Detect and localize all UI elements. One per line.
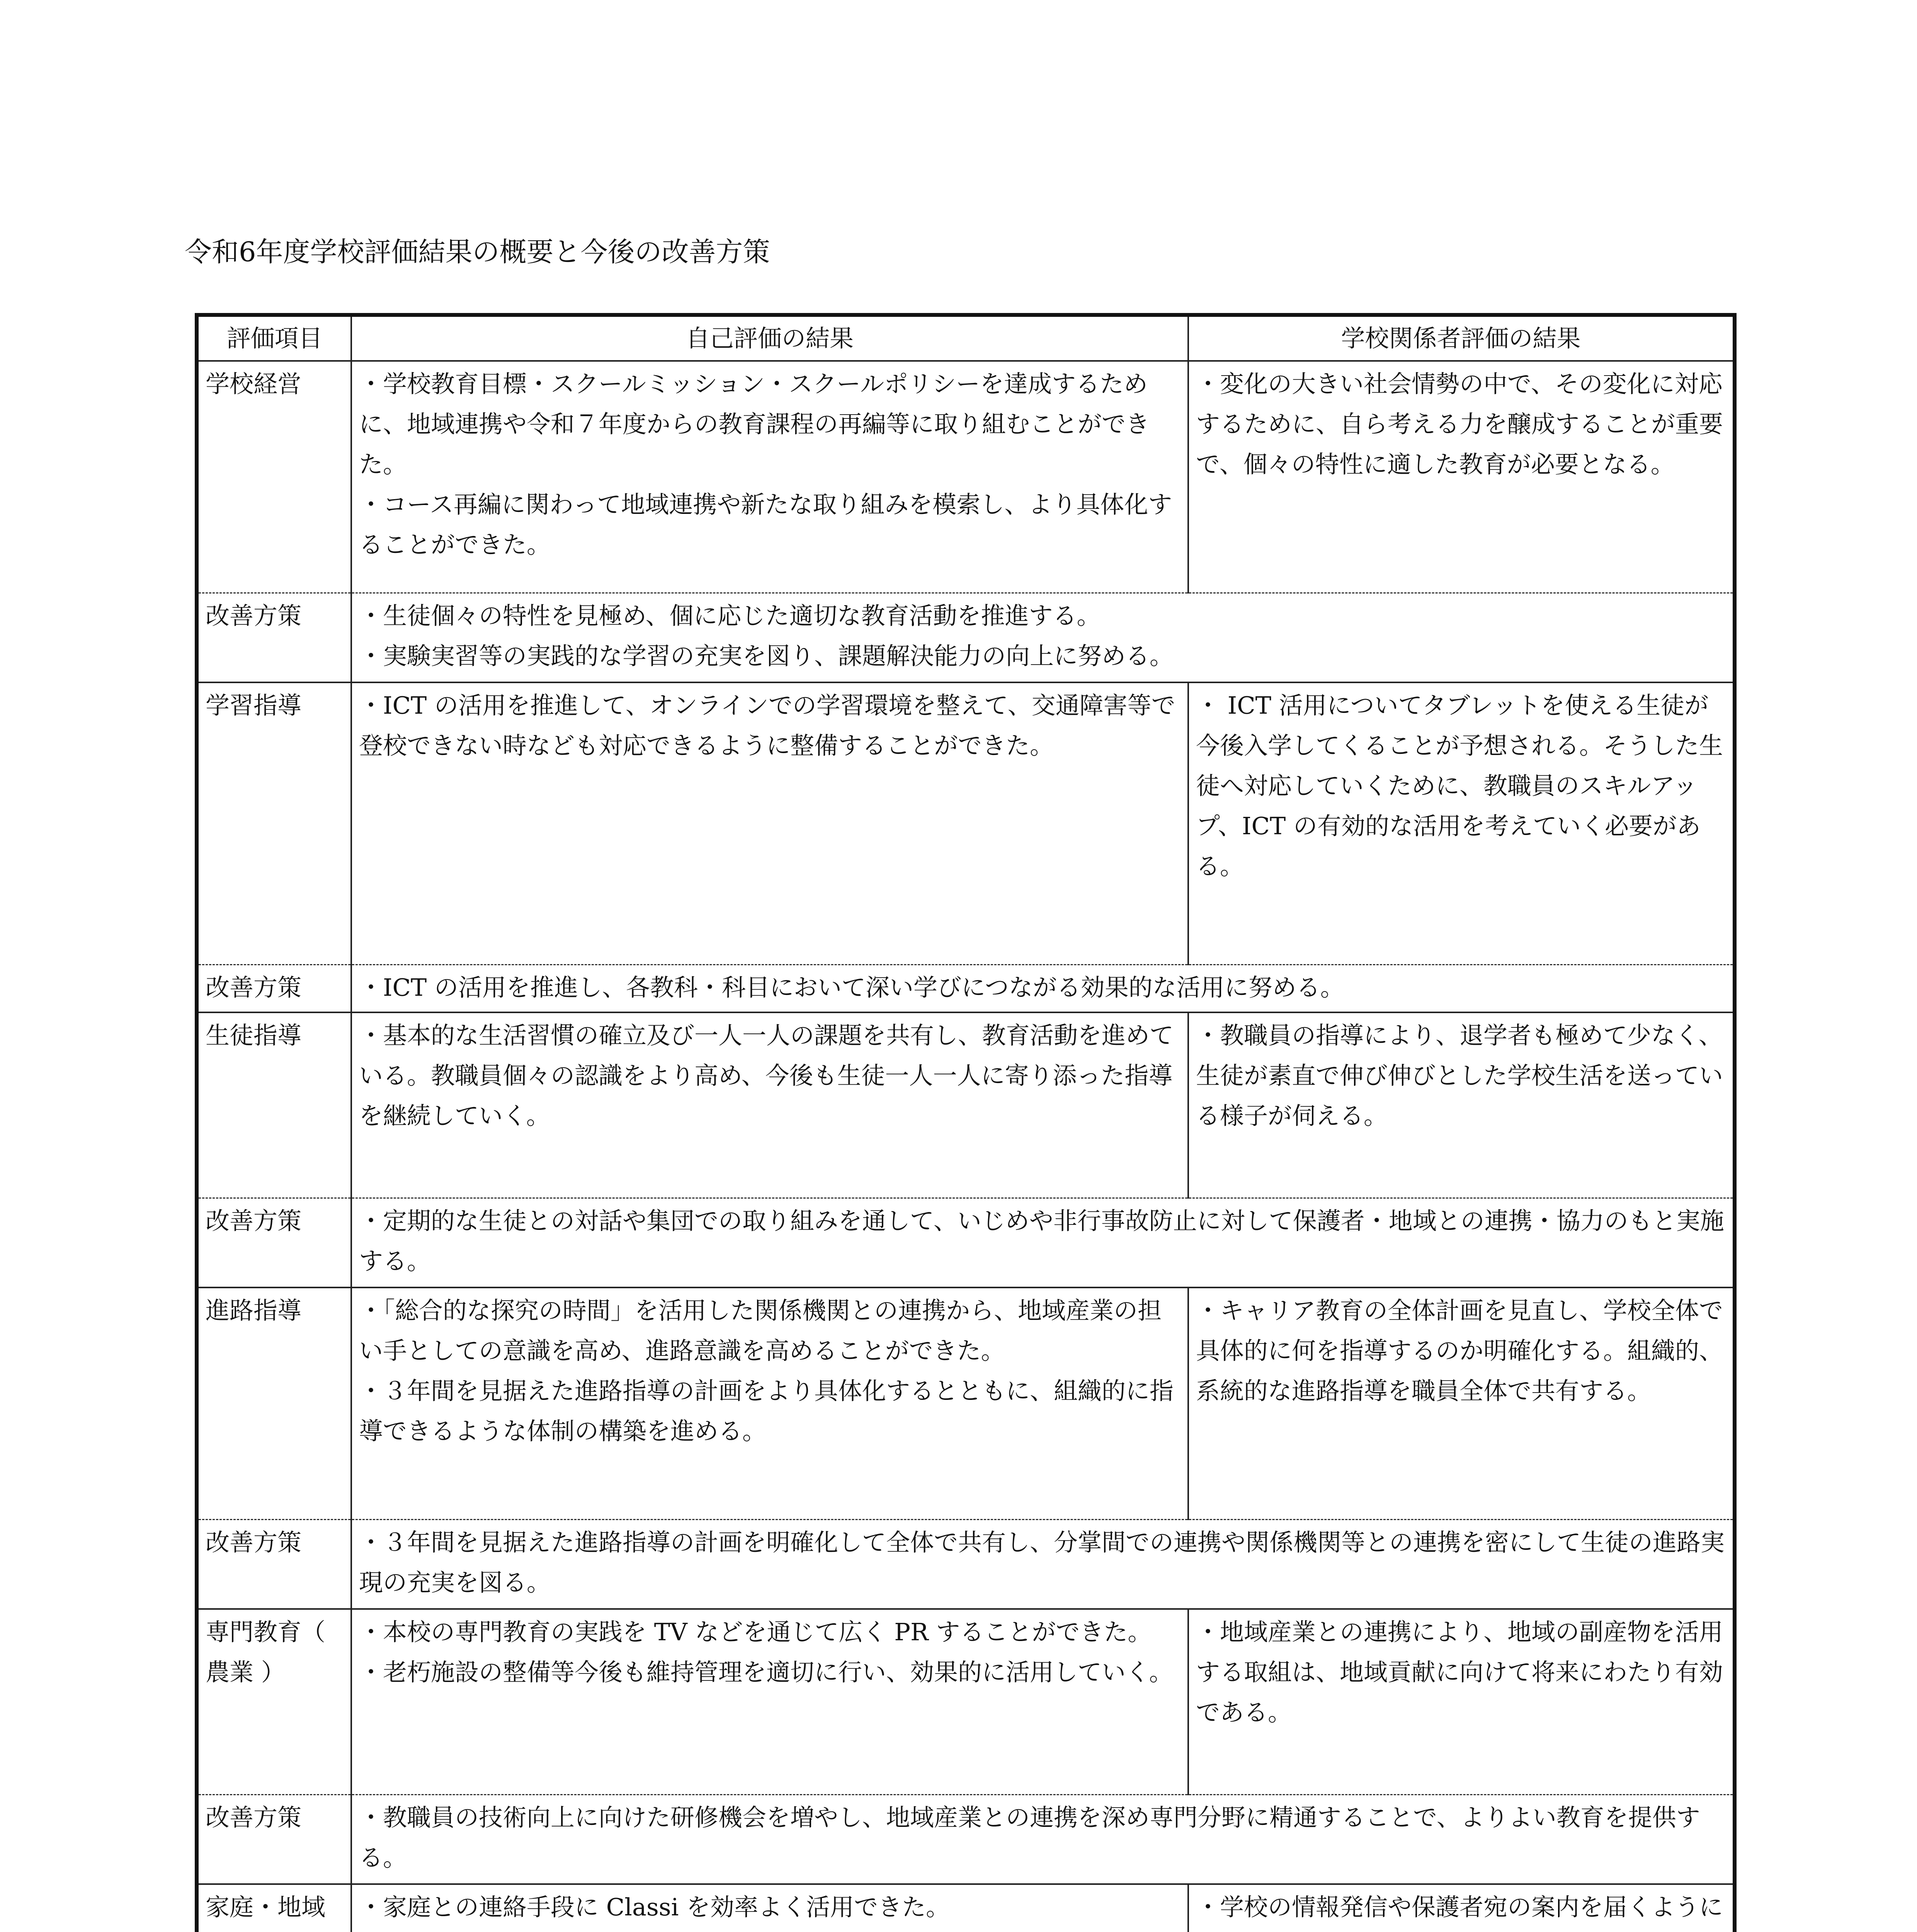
evaluation-table <box>195 313 1737 1932</box>
header-evaluation-item: 評価項目 <box>197 315 351 361</box>
section-row-vocational-education <box>197 1609 1735 1794</box>
self-evaluation-text: ・学校教育目標・スクールミッション・スクールポリシーを達成するために、地域連携や令和７年度からの教育課程の再編等に取り組むことができた。 <box>359 370 1150 478</box>
improve-cell <box>351 964 1735 1012</box>
self-evaluation-text: ・コース再編に関わって地域連携や新たな取り組みを模索し、より具体化することができた。 <box>359 490 1172 559</box>
improve-text: ・生徒個々の特性を見極め、個に応じた適切な教育活動を推進する。 <box>359 601 1101 630</box>
improve-label: 改善方策 <box>197 1519 351 1609</box>
stakeholder-evaluation-text: ・教職員の指導により、退学者も極めて少なく、生徒が素直で伸び伸びとした学校生活を送っている様子が伺える。 <box>1196 1021 1723 1130</box>
section-label: 家庭・地域 <box>197 1884 351 1932</box>
self-evaluation-cell <box>351 361 1188 593</box>
improve-cell <box>351 1794 1735 1884</box>
section-row-learning <box>197 682 1735 964</box>
self-evaluation-text: ・ICT の活用を推進して、オンラインでの学習環境を整えて、交通障害等で登校できない時なども対応できるように整備することができた。 <box>359 691 1175 760</box>
improve-row-student-guidance <box>197 1198 1735 1287</box>
section-label: 生徒指導 <box>197 1012 351 1198</box>
self-evaluation-cell <box>351 1609 1188 1794</box>
self-evaluation-text: ・老朽施設の整備等今後も維持管理を適切に行い、効果的に活用していく。 <box>359 1658 1173 1686</box>
section-label: 学校経営 <box>197 361 351 593</box>
stakeholder-evaluation-text: ・ ICT 活用についてタブレットを使える生徒が今後入学してくることが予想される。そうした生徒へ対応していくために、教職員のスキルアップ、ICT の有効的な活用を考えていく必要がある。 <box>1196 691 1723 880</box>
improve-text: ・定期的な生徒との対話や集団での取り組みを通して、いじめや非行事故防止に対して保護者・地域との連携・協力のもと実施する。 <box>359 1206 1724 1275</box>
improve-text: ・３年間を見据えた進路指導の計画を明確化して全体で共有し、分掌間での連携や関係機関等との連携を密にして生徒の進路実現の充実を図る。 <box>359 1528 1725 1597</box>
self-evaluation-text: ・本校の専門教育の実践を TV などを通じて広く PR することができた。 <box>359 1618 1152 1646</box>
stakeholder-evaluation-cell <box>1188 361 1735 593</box>
improve-text: ・実験実習等の実践的な学習の充実を図り、課題解決能力の向上に努める。 <box>359 641 1174 670</box>
section-label: 専門教育（ 農業 ） <box>197 1609 351 1794</box>
self-evaluation-text <box>359 1927 1181 1932</box>
improve-label: 改善方策 <box>197 593 351 682</box>
improve-row-career-guidance <box>197 1519 1735 1609</box>
section-row-home-community <box>197 1884 1735 1932</box>
improve-label: 改善方策 <box>197 964 351 1012</box>
stakeholder-evaluation-text: ・変化の大きい社会情勢の中で、その変化に対応するために、自ら考える力を醸成することが重要で、個々の特性に適した教育が必要となる。 <box>1196 370 1723 478</box>
improve-cell <box>351 593 1735 682</box>
self-evaluation-text: ・「総合的な探究の時間」を活用した関係機関との連携から、地域産業の担い手としての意識を高め、進路意識を高めることができた。 <box>359 1296 1162 1365</box>
self-evaluation-text: ・３年間を見据えた進路指導の計画をより具体化するとともに、組織的に指導できるような体制の構築を進める。 <box>359 1377 1174 1445</box>
improve-text: ・教職員の技術向上に向けた研修機会を増やし、地域産業との連携を深め専門分野に精通することで、よりよい教育を提供する。 <box>359 1803 1700 1872</box>
section-row-management <box>197 361 1735 593</box>
stakeholder-evaluation-cell <box>1188 1012 1735 1198</box>
stakeholder-evaluation-text: ・地域産業との連携により、地域の副産物を活用する取組は、地域貢献に向けて将来にわたり有効である。 <box>1196 1618 1723 1726</box>
stakeholder-evaluation-cell <box>1188 1287 1735 1519</box>
improve-label: 改善方策 <box>197 1794 351 1884</box>
improve-row-management <box>197 593 1735 682</box>
header-stakeholder-evaluation: 学校関係者評価の結果 <box>1188 315 1735 361</box>
self-evaluation-text: ・家庭との連絡手段に Classi を効率よく活用できた。 <box>359 1893 950 1921</box>
section-row-student-guidance <box>197 1012 1735 1198</box>
improve-text: ・ICT の活用を推進し、各教科・科目において深い学びにつながる効果的な活用に努める。 <box>359 973 1344 1002</box>
section-label: 学習指導 <box>197 682 351 964</box>
self-evaluation-cell <box>351 1012 1188 1198</box>
header-self-evaluation: 自己評価の結果 <box>351 315 1188 361</box>
self-evaluation-cell <box>351 1287 1188 1519</box>
page-title: 令和6年度学校評価結果の概要と今後の改善方策 <box>185 236 770 268</box>
section-row-career-guidance <box>197 1287 1735 1519</box>
table-header-row <box>197 315 1735 361</box>
stakeholder-evaluation-text: ・キャリア教育の全体計画を見直し、学校全体で具体的に何を指導するのか明確化する。組織的、系統的な進路指導を職員全体で共有する。 <box>1196 1296 1723 1405</box>
self-evaluation-cell <box>351 1884 1188 1932</box>
improve-cell <box>351 1198 1735 1287</box>
stakeholder-evaluation-text: ・学校の情報発信や保護者宛の案内を届くように <box>1196 1893 1723 1921</box>
stakeholder-evaluation-cell <box>1188 682 1735 964</box>
improve-cell <box>351 1519 1735 1609</box>
improve-row-learning <box>197 964 1735 1012</box>
self-evaluation-text: ・基本的な生活習慣の確立及び一人一人の課題を共有し、教育活動を進めている。教職員個々の認識をより高め、今後も生徒一人一人に寄り添った指導を継続していく。 <box>359 1021 1174 1130</box>
section-label: 進路指導 <box>197 1287 351 1519</box>
improve-label: 改善方策 <box>197 1198 351 1287</box>
stakeholder-evaluation-cell <box>1188 1884 1735 1932</box>
self-evaluation-cell <box>351 682 1188 964</box>
stakeholder-evaluation-cell <box>1188 1609 1735 1794</box>
improve-row-vocational-education <box>197 1794 1735 1884</box>
